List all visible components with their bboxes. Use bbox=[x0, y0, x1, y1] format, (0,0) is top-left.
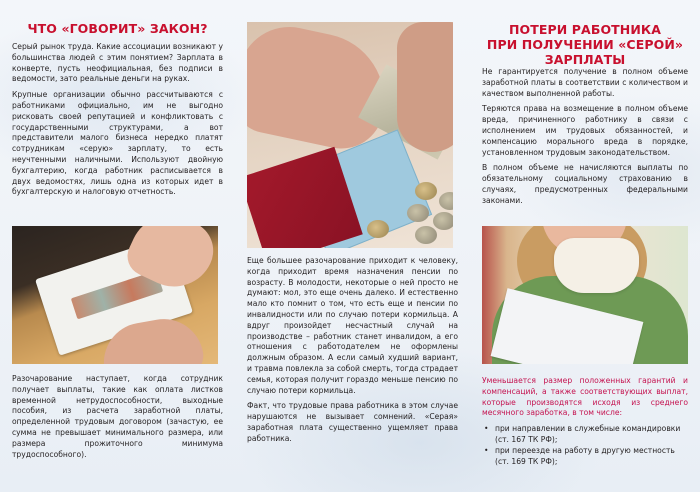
coin-shape bbox=[415, 226, 437, 244]
losses-text bbox=[482, 67, 688, 212]
title-line: ПОТЕРИ РАБОТНИКА bbox=[508, 22, 662, 37]
bullet-icon: • bbox=[484, 424, 489, 434]
highlight-paragraph: Уменьшается размер положенных гарантий и компенсаций, а также соответствующих выплат, которые производятся исходя из среднего месячного заработка, в том числе: bbox=[482, 376, 688, 418]
section-title-losses bbox=[482, 22, 688, 67]
paragraph: Не гарантируется получение в полном объеме заработной платы в соответствии с количеством и качеством выполненной работы. bbox=[482, 67, 688, 98]
law-intro-text bbox=[12, 42, 223, 203]
coin-shape bbox=[367, 220, 389, 238]
list-item-text: при направлении в служебные командировки (ст. 167 ТК РФ); bbox=[495, 424, 681, 444]
pension-certificate-and-money-photo bbox=[247, 22, 453, 248]
list-item-text: при переезде на работу в другую местность (ст. 169 ТК РФ); bbox=[495, 445, 675, 466]
list-item bbox=[482, 424, 688, 446]
right-panel bbox=[470, 0, 700, 492]
middle-panel bbox=[235, 0, 470, 492]
list-item bbox=[482, 446, 688, 468]
left-panel bbox=[0, 0, 235, 492]
paragraph: В полном объеме не начисляются выплаты по обязательному социальному страхованию в случаях, предусмотренных федеральными законами. bbox=[482, 163, 688, 205]
paragraph: Серый рынок труда. Какие ассоциации возникают у большинства людей с этим понятием? Зарплата в конверте, пусть неофициальная, без подписи в ведомости, зато реальные деньги на руках. bbox=[12, 42, 223, 84]
bullet-icon: • bbox=[484, 445, 489, 455]
neck-collar-shape bbox=[554, 238, 639, 293]
guarantees-section bbox=[482, 376, 688, 467]
paragraph: Разочарование наступает, когда сотрудник получает выплаты, такие как оплата листков временной нетрудоспособности, выходные пособия, из расчета заработной платы, определенной трудовым договором (зачастую, ее сумма не превышает минимального размера, или размера прожиточного минимума трудоспособного). bbox=[12, 374, 223, 459]
title-line: ЗАРПЛАТЫ bbox=[544, 52, 626, 67]
paragraph: Крупные организации обычно рассчитываются с работниками официально, им не выгодно рисковать своей репутацией и конфликтовать с государственными структурами, а вот представители малого бизнеса нередко платят сотрудникам «серую» зарплату, то есть неучтенными наличными. Используют двойную бухгалтерию, когда работник расписывается в двух ведомостях, лишь одна из которых идет в бухгалтерскую и налоговую отчетность. bbox=[12, 90, 223, 197]
section-title-law: ЧТО «ГОВОРИТ» ЗАКОН? bbox=[27, 21, 208, 36]
paragraph: Факт, что трудовые права работника в этом случае нарушаются не вызывает сомнений. «Серая» заработная плата существенно ущемляет права работника. bbox=[247, 401, 458, 443]
title-line: ПРИ ПОЛУЧЕНИИ «СЕРОЙ» bbox=[486, 37, 684, 52]
disappointment-text bbox=[12, 374, 223, 465]
coin-shape bbox=[439, 192, 453, 210]
coin-shape bbox=[407, 204, 429, 222]
paragraph: Еще большее разочарование приходит к человеку, когда приходит время назначения пенсии по возрасту. В молодости, некоторые о ней просто не думают: мол, это еще очень далеко. И естественно мало кто помнит о том, что есть еще и пенсии по инвалидности или по случаю потери кормильца. А вдруг произойдет несчастный случай на производстве – работник станет инвалидом, а его отношения с работодателем не оформлены должным образом. А если самый худший вариант, и травма повлекла за собой смерть, тогда страдает семья, которая получит гораздо меньше пенсию по случаю потери кормильца. bbox=[247, 256, 458, 395]
coin-shape bbox=[415, 182, 437, 200]
pension-text bbox=[247, 256, 458, 450]
paragraph: Теряются права на возмещение в полном объеме вреда, причиненного работнику в связи с исполнением им трудовых обязанностей, и компенсацию морального вреда в порядке, установленном трудовым законодательством. bbox=[482, 104, 688, 157]
coin-shape bbox=[433, 212, 453, 230]
woman-in-neck-collar-photo bbox=[482, 226, 688, 364]
hand-shape bbox=[397, 22, 453, 152]
bullet-list bbox=[482, 424, 688, 467]
envelope-with-cash-photo bbox=[12, 226, 218, 364]
